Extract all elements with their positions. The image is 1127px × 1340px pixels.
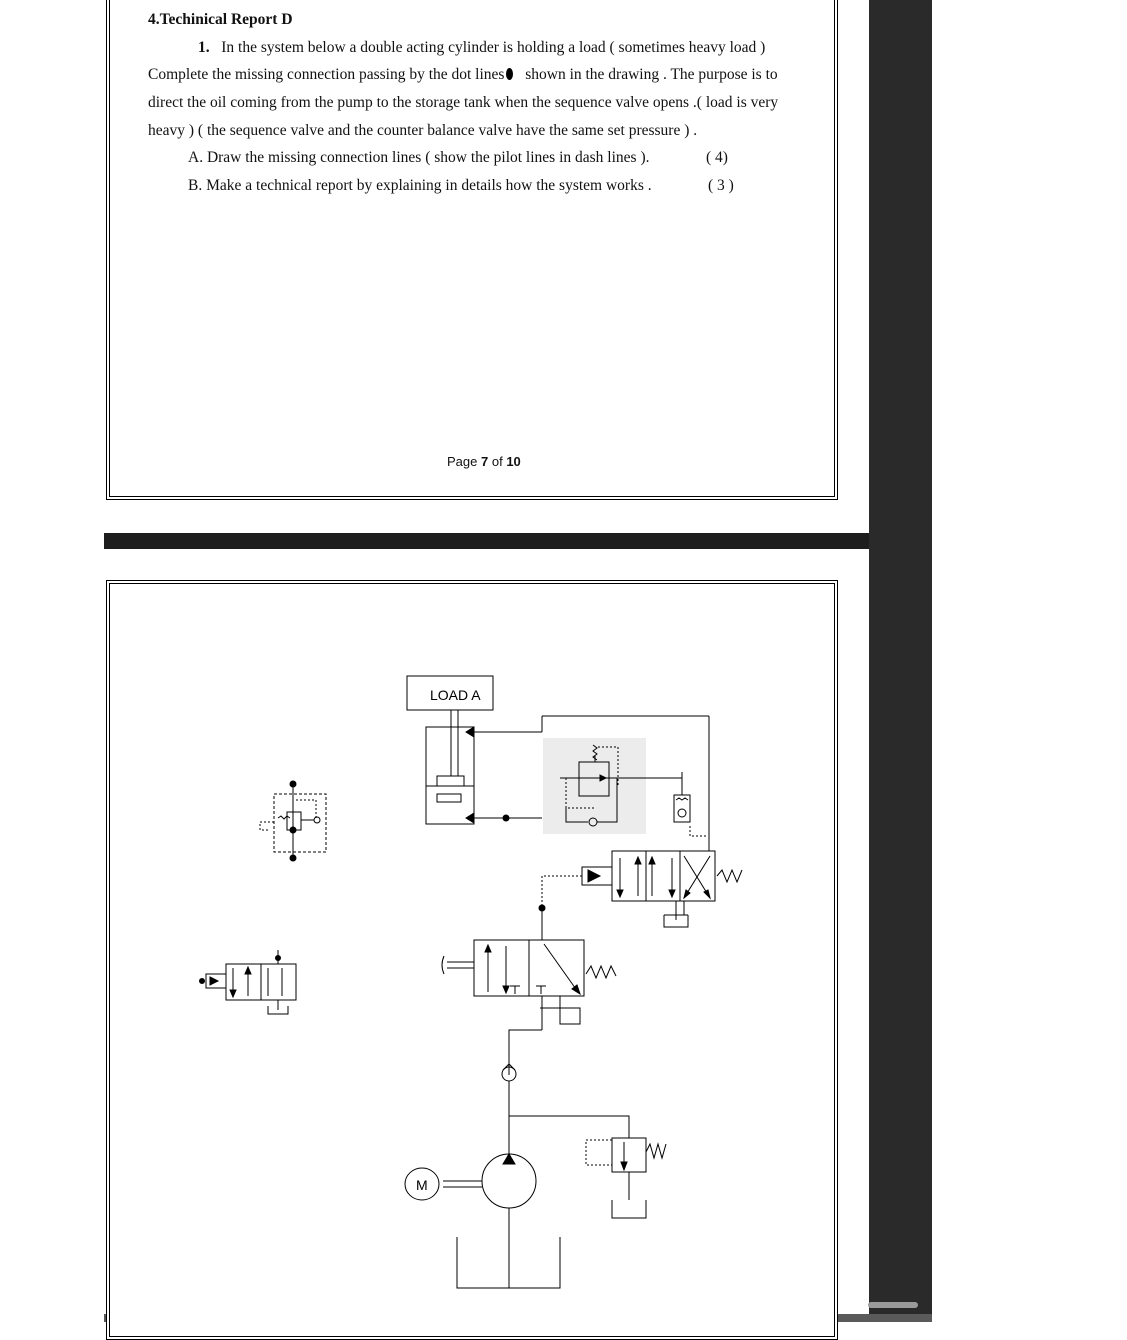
double-acting-cylinder — [426, 710, 542, 824]
question-line-4: heavy ) ( the sequence valve and the counter balance valve have the same set pressure ) . — [148, 122, 698, 139]
footer-prefix: Page — [447, 454, 478, 469]
footer-of: of — [491, 454, 503, 469]
pressure-relief-valve — [586, 1138, 666, 1218]
section-heading: 4.Techinical Report D — [148, 11, 293, 28]
footer-current-page: 7 — [481, 454, 489, 469]
footer-total-pages: 10 — [506, 454, 521, 469]
task-b: B. Make a technical report by explaining in details how the system works . — [188, 177, 652, 194]
loose-pilot-valve — [200, 950, 297, 1014]
question-text-2a: Complete the missing connection passing by the dot lines — [148, 66, 505, 83]
load-label: LOAD A — [430, 687, 481, 703]
scrollbar-thumb[interactable] — [868, 1302, 918, 1308]
task-b-marks: ( 3 ) — [708, 177, 734, 194]
loose-counterbalance-valve — [260, 781, 326, 861]
viewer-side-panel — [869, 0, 932, 1322]
hydraulic-pump — [405, 1154, 536, 1288]
question-text-1: In the system below a double acting cylinder is holding a load ( sometimes heavy load ) — [221, 39, 766, 56]
motor-label: M — [416, 1177, 428, 1193]
question-number: 1. — [198, 39, 210, 56]
pilot-directional-valve — [582, 851, 742, 927]
counterbalance-valve — [543, 738, 646, 834]
task-a-marks: ( 4) — [706, 149, 728, 166]
question-line-3: direct the oil coming from the pump to the storage tank when the sequence valve opens .( load is very — [148, 94, 779, 111]
task-a: A. Draw the missing connection lines ( show the pilot lines in dash lines ). — [188, 149, 650, 166]
question-text-2b: shown in the drawing . The purpose is to — [525, 66, 778, 83]
manual-directional-valve — [442, 940, 616, 1030]
sequence-valve-right — [674, 772, 708, 836]
